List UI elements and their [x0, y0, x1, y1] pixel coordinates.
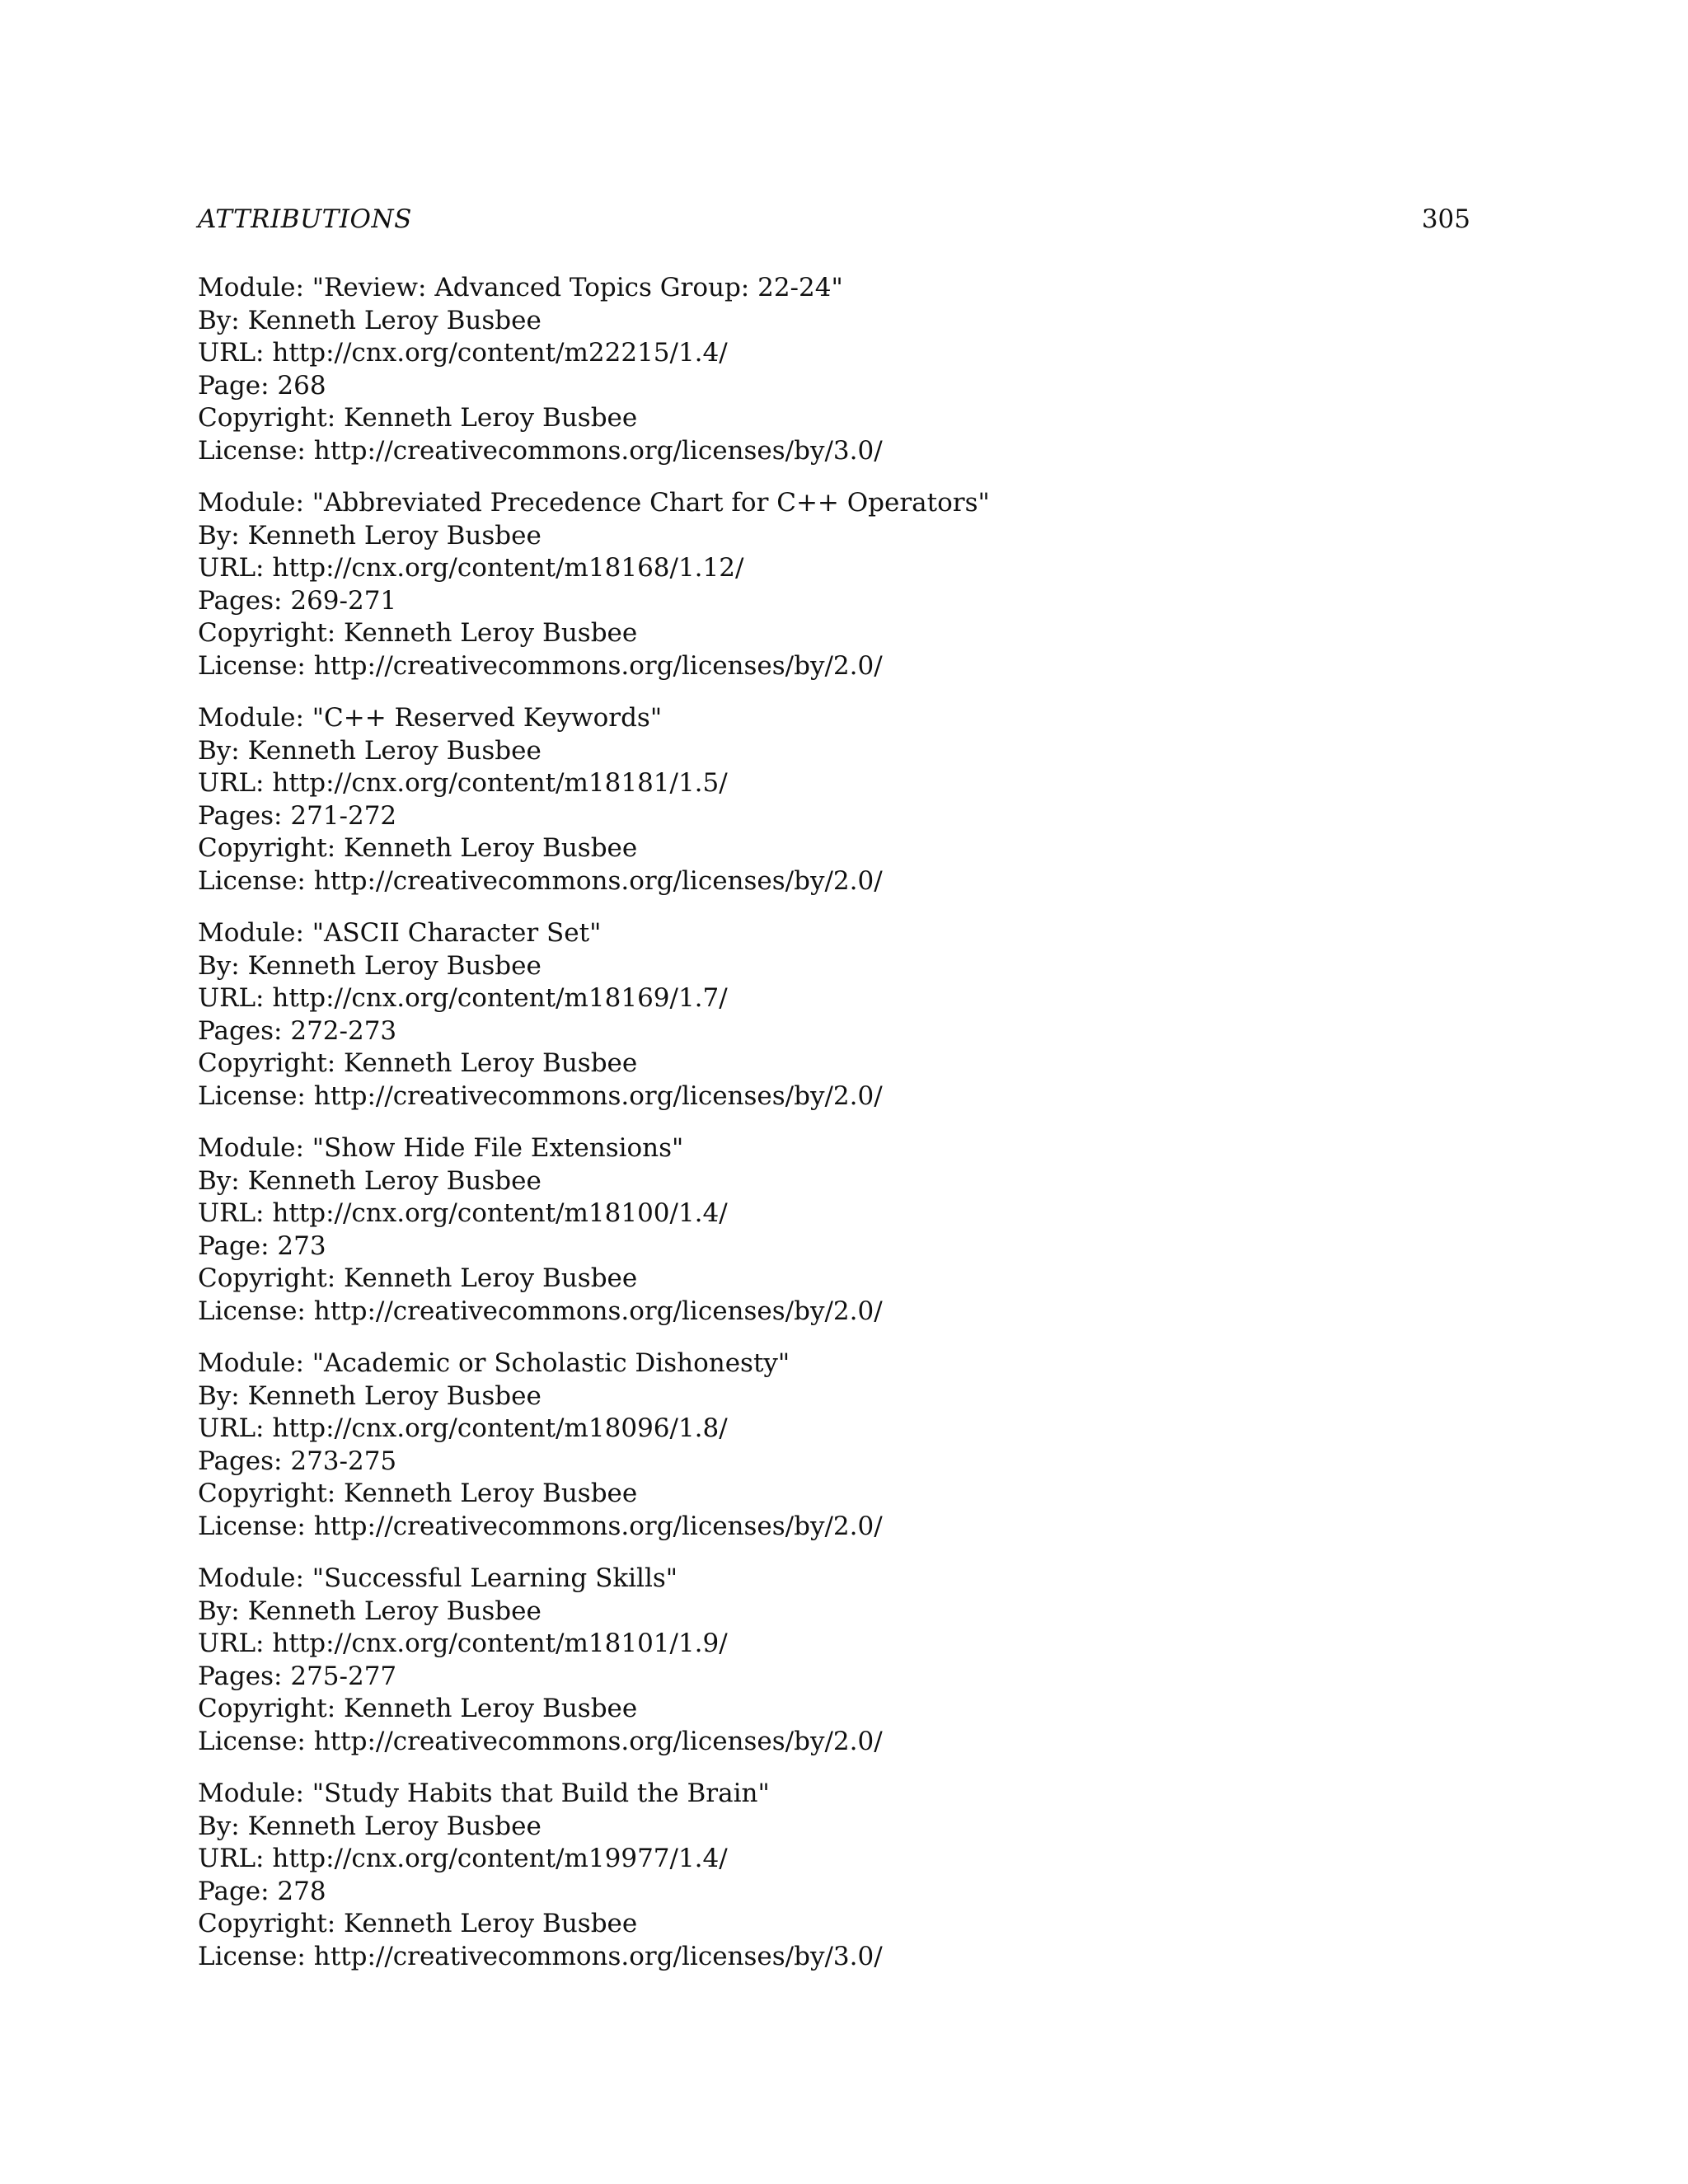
attribution-list [198, 272, 1470, 1993]
attribution-entry [198, 1563, 1470, 1758]
author-line: By: Kenneth Leroy Busbee [198, 1165, 542, 1196]
license-line: License: http://creativecommons.org/licenses/by/2.0/ [198, 1726, 883, 1756]
module-title: Module: "Review: Advanced Topics Group: 22-24" [198, 273, 843, 302]
license-line: License: http://creativecommons.org/licenses/by/2.0/ [198, 650, 883, 681]
author-line: By: Kenneth Leroy Busbee [198, 1380, 542, 1411]
author-line: By: Kenneth Leroy Busbee [198, 1596, 542, 1626]
pages-line: Pages: 275-277 [198, 1661, 397, 1691]
pages-line: Pages: 272-273 [198, 1015, 397, 1046]
author-line: By: Kenneth Leroy Busbee [198, 735, 542, 766]
author-line: By: Kenneth Leroy Busbee [198, 305, 542, 335]
url-line: URL: http://cnx.org/content/m18169/1.7/ [198, 983, 728, 1013]
license-line: License: http://creativecommons.org/licenses/by/3.0/ [198, 435, 883, 466]
url-line: URL: http://cnx.org/content/m18101/1.9/ [198, 1629, 728, 1658]
module-title: Module: "Academic or Scholastic Dishonesty" [198, 1348, 790, 1378]
module-title: Module: "ASCII Character Set" [198, 918, 602, 948]
copyright-line: Copyright: Kenneth Leroy Busbee [198, 1479, 638, 1508]
module-title: Module: "C++ Reserved Keywords" [198, 703, 663, 733]
pages-line: Page: 268 [198, 370, 326, 401]
copyright-line: Copyright: Kenneth Leroy Busbee [198, 1694, 638, 1723]
attribution-entry [198, 487, 1470, 682]
attribution-entry [198, 1347, 1470, 1543]
author-line: By: Kenneth Leroy Busbee [198, 950, 542, 981]
attribution-entry [198, 1778, 1470, 1973]
attribution-entry [198, 1132, 1470, 1328]
url-line: URL: http://cnx.org/content/m22215/1.4/ [198, 338, 728, 368]
copyright-line: Copyright: Kenneth Leroy Busbee [198, 833, 638, 863]
copyright-line: Copyright: Kenneth Leroy Busbee [198, 1263, 638, 1293]
copyright-line: Copyright: Kenneth Leroy Busbee [198, 1909, 638, 1938]
author-line: By: Kenneth Leroy Busbee [198, 520, 542, 551]
pages-line: Pages: 269-271 [198, 585, 397, 616]
module-title: Module: "Successful Learning Skills" [198, 1563, 678, 1593]
license-line: License: http://creativecommons.org/licenses/by/3.0/ [198, 1941, 883, 1971]
copyright-line: Copyright: Kenneth Leroy Busbee [198, 618, 638, 648]
license-line: License: http://creativecommons.org/licenses/by/2.0/ [198, 865, 883, 896]
url-line: URL: http://cnx.org/content/m18181/1.5/ [198, 768, 728, 798]
author-line: By: Kenneth Leroy Busbee [198, 1811, 542, 1841]
attribution-entry [198, 917, 1470, 1113]
license-line: License: http://creativecommons.org/licenses/by/2.0/ [198, 1511, 883, 1541]
attribution-entry [198, 702, 1470, 898]
url-line: URL: http://cnx.org/content/m18100/1.4/ [198, 1198, 728, 1228]
running-header-title: ATTRIBUTIONS [198, 204, 412, 234]
pages-line: Page: 273 [198, 1230, 326, 1261]
url-line: URL: http://cnx.org/content/m18096/1.8/ [198, 1413, 728, 1443]
pages-line: Pages: 273-275 [198, 1446, 397, 1476]
module-title: Module: "Show Hide File Extensions" [198, 1133, 684, 1163]
license-line: License: http://creativecommons.org/licenses/by/2.0/ [198, 1080, 883, 1111]
pages-line: Page: 278 [198, 1876, 326, 1906]
copyright-line: Copyright: Kenneth Leroy Busbee [198, 403, 638, 433]
module-title: Module: "Abbreviated Precedence Chart for C++ Operators" [198, 488, 990, 518]
license-line: License: http://creativecommons.org/licenses/by/2.0/ [198, 1296, 883, 1326]
module-title: Module: "Study Habits that Build the Brain" [198, 1779, 770, 1808]
attribution-entry [198, 272, 1470, 467]
url-line: URL: http://cnx.org/content/m19977/1.4/ [198, 1844, 728, 1873]
page-number: 305 [1421, 204, 1470, 234]
page-header [198, 204, 1470, 234]
url-line: URL: http://cnx.org/content/m18168/1.12/ [198, 553, 744, 583]
copyright-line: Copyright: Kenneth Leroy Busbee [198, 1048, 638, 1078]
pages-line: Pages: 271-272 [198, 800, 397, 831]
